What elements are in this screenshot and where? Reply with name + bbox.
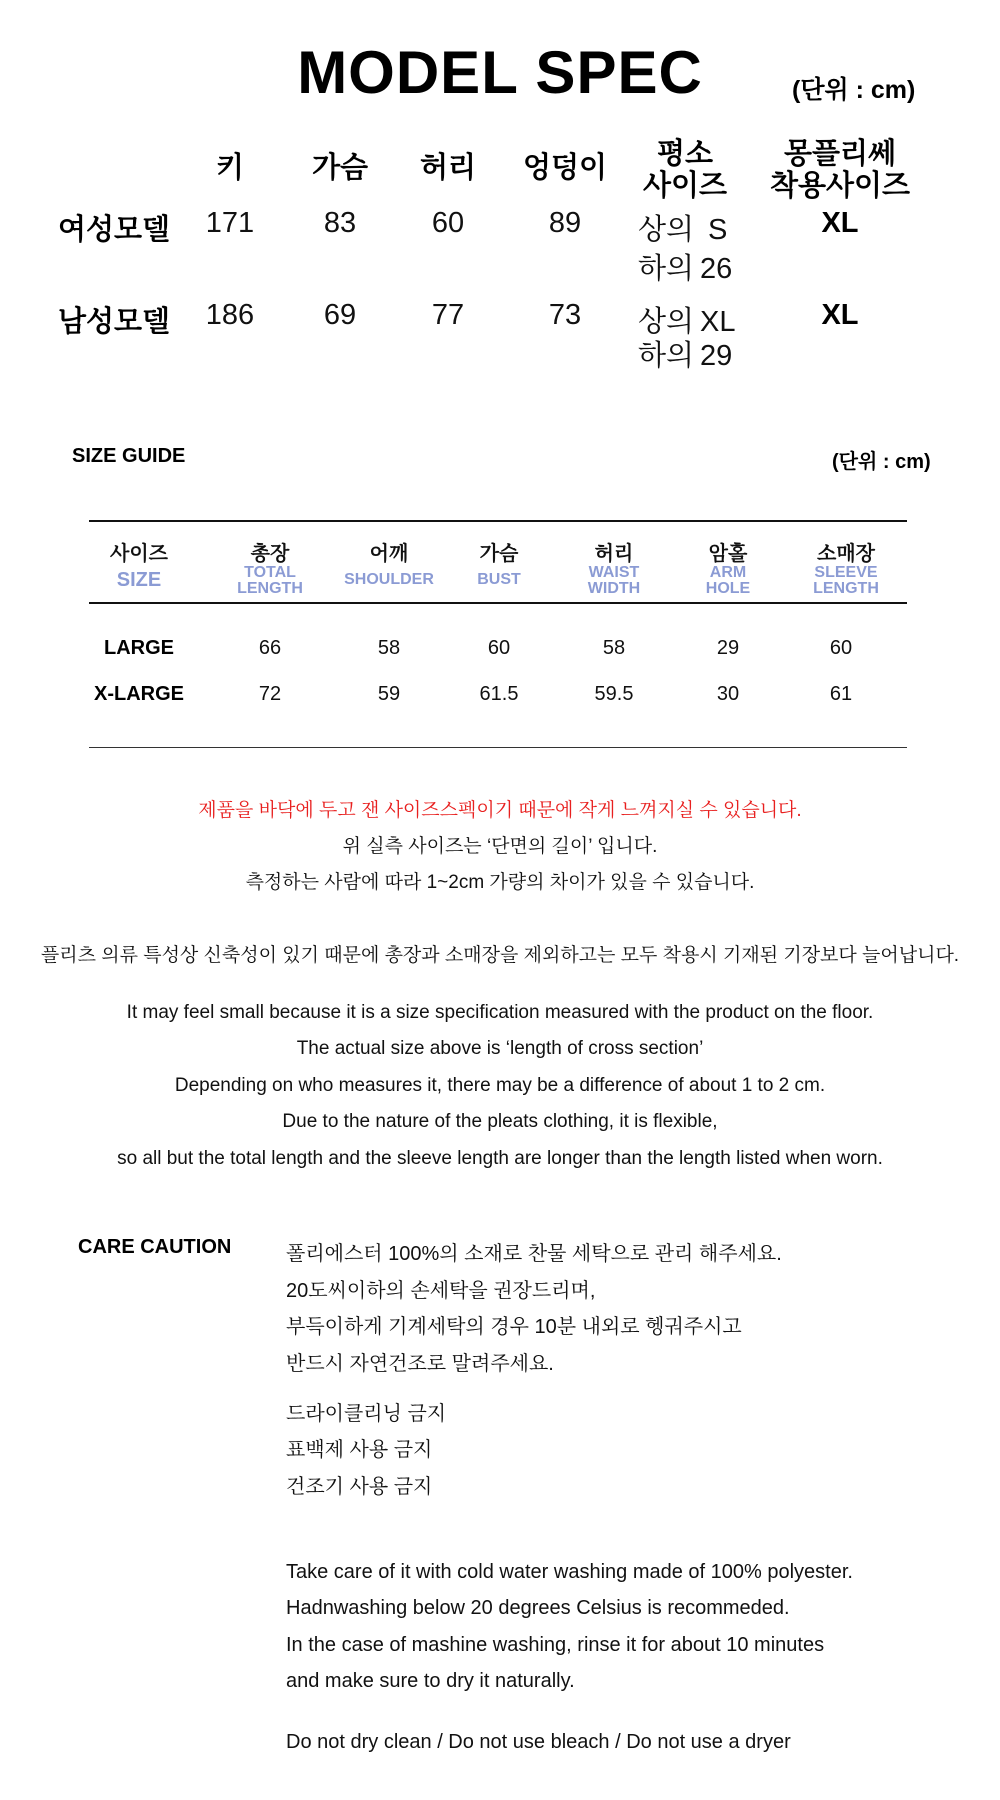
- model-spec-unit: (단위 : cm): [792, 76, 916, 104]
- col-waist-en: WAIST WIDTH: [587, 564, 641, 597]
- bottom-label: 하의: [638, 340, 695, 372]
- col-armhole-ko: 암홀: [708, 543, 748, 565]
- care-ko-no-bleach: 표백제 사용 금지: [286, 1439, 433, 1461]
- care-en-prohibitions: Do not dry clean / Do not use bleach / Do not use a dryer: [286, 1731, 791, 1753]
- col-bust-en: BUST: [477, 571, 521, 588]
- male-chest: 69: [323, 299, 357, 331]
- care-caution-title: CARE CAUTION: [78, 1236, 232, 1258]
- female-bottom-size: [638, 246, 732, 287]
- col-sleeve-length-en: SLEEVE LENGTH: [813, 564, 879, 597]
- table-header-rule: [89, 602, 907, 604]
- header-waist: 허리: [419, 152, 477, 184]
- care-en-wash-4: and make sure to dry it naturally.: [286, 1670, 575, 1692]
- male-wear-size: XL: [821, 299, 859, 331]
- col-shoulder-en: SHOULDER: [344, 571, 434, 588]
- care-ko-wash-3: 부득이하게 기계세탁의 경우 10분 내외로 헹궈주시고: [286, 1316, 742, 1338]
- col-total-length-en: TOTAL LENGTH: [237, 564, 303, 597]
- female-hip: 89: [548, 207, 582, 239]
- size-guide-unit: (단위 : cm): [832, 451, 931, 473]
- bottom-size: 29: [700, 340, 733, 372]
- care-ko-wash-1: 폴리에스터 100%의 소재로 찬물 세탁으로 관리 해주세요.: [286, 1243, 782, 1265]
- table-bottom-rule: [89, 747, 907, 748]
- large-bust: 60: [487, 637, 511, 659]
- female-height: 171: [205, 207, 255, 239]
- col-armhole-en: ARM HOLE: [705, 564, 751, 597]
- female-top-size: [638, 207, 727, 248]
- note-cross-section: 위 실측 사이즈는 ‘단면의 길이’ 입니다.: [342, 836, 658, 857]
- male-height: 186: [205, 299, 255, 331]
- col-shoulder-ko: 어깨: [369, 543, 409, 565]
- note-en-1: It may feel small because it is a size specification measured with the product on the floor.: [126, 1002, 874, 1023]
- male-bottom-size: [638, 333, 732, 374]
- note-en-3: Depending on who measures it, there may be a difference of about 1 to 2 cm.: [174, 1075, 826, 1096]
- care-ko-no-dryclean: 드라이클리닝 금지: [286, 1403, 447, 1425]
- male-hip: 73: [548, 299, 582, 331]
- xlarge-shoulder: 59: [377, 683, 401, 705]
- female-chest: 83: [323, 207, 357, 239]
- bottom-size: 26: [700, 253, 733, 285]
- col-bust-ko: 가슴: [479, 543, 519, 565]
- male-waist: 77: [431, 299, 465, 331]
- bottom-label: 하의: [638, 253, 695, 285]
- care-ko-no-dryer: 건조기 사용 금지: [286, 1476, 433, 1498]
- xlarge-total-length: 72: [258, 683, 282, 705]
- row-label-male-model: 남성모델: [58, 306, 171, 338]
- note-pleats-stretch: 플리츠 의류 특성상 신축성이 있기 때문에 총장과 소매장을 제외하고는 모두 착용시 기재된 기장보다 늘어납니다.: [40, 945, 960, 966]
- note-measure-difference: 측정하는 사람에 따라 1~2cm 가량의 차이가 있을 수 있습니다.: [245, 872, 755, 893]
- header-hip: 엉덩이: [522, 152, 608, 184]
- col-sleeve-length-ko: 소매장: [817, 543, 875, 565]
- row-size-large: LARGE: [104, 637, 174, 659]
- header-wear-size: 몽플리쎄 착용사이즈: [769, 138, 911, 202]
- col-size-ko: 사이즈: [110, 543, 168, 565]
- care-en-wash-1: Take care of it with cold water washing made of 100% polyester.: [286, 1561, 853, 1583]
- top-label: 상의: [638, 214, 695, 246]
- note-en-5: so all but the total length and the sleeve length are longer than the length listed when worn.: [117, 1148, 883, 1169]
- note-en-4: Due to the nature of the pleats clothing, it is flexible,: [282, 1111, 718, 1132]
- table-top-rule: [89, 520, 907, 522]
- header-chest: 가슴: [311, 152, 369, 184]
- large-waist: 58: [602, 637, 626, 659]
- header-height: 키: [215, 152, 244, 184]
- col-size-en: SIZE: [116, 569, 162, 591]
- col-total-length-ko: 총장: [250, 543, 290, 565]
- top-size: XL: [700, 306, 736, 338]
- care-ko-wash-2: 20도씨이하의 손세탁을 권장드리며,: [286, 1280, 596, 1302]
- care-en-wash-3: In the case of mashine washing, rinse it for about 10 minutes: [286, 1634, 825, 1656]
- large-shoulder: 58: [377, 637, 401, 659]
- xlarge-waist: 59.5: [594, 683, 634, 705]
- female-waist: 60: [431, 207, 465, 239]
- xlarge-sleeve-length: 61: [829, 683, 853, 705]
- xlarge-armhole: 30: [716, 683, 740, 705]
- size-guide-title: SIZE GUIDE: [72, 445, 186, 467]
- care-en-wash-2: Hadnwashing below 20 degrees Celsius is recommeded.: [286, 1597, 790, 1619]
- row-label-female-model: 여성모델: [58, 214, 171, 246]
- large-armhole: 29: [716, 637, 740, 659]
- col-waist-ko: 허리: [594, 543, 634, 565]
- note-small-warning: 제품을 바닥에 두고 잰 사이즈스펙이기 때문에 작게 느껴지실 수 있습니다.: [198, 800, 802, 821]
- row-size-x-large: X-LARGE: [94, 683, 184, 705]
- female-wear-size: XL: [821, 207, 859, 239]
- xlarge-bust: 61.5: [479, 683, 519, 705]
- large-sleeve-length: 60: [829, 637, 853, 659]
- page-title: MODEL SPEC: [297, 39, 703, 106]
- top-size: S: [708, 214, 728, 246]
- care-ko-wash-4: 반드시 자연건조로 말려주세요.: [286, 1353, 554, 1375]
- top-label: 상의: [638, 306, 695, 338]
- large-total-length: 66: [258, 637, 282, 659]
- header-usual-size: 평소 사이즈: [642, 138, 728, 202]
- note-en-2: The actual size above is ‘length of cross section’: [296, 1038, 704, 1059]
